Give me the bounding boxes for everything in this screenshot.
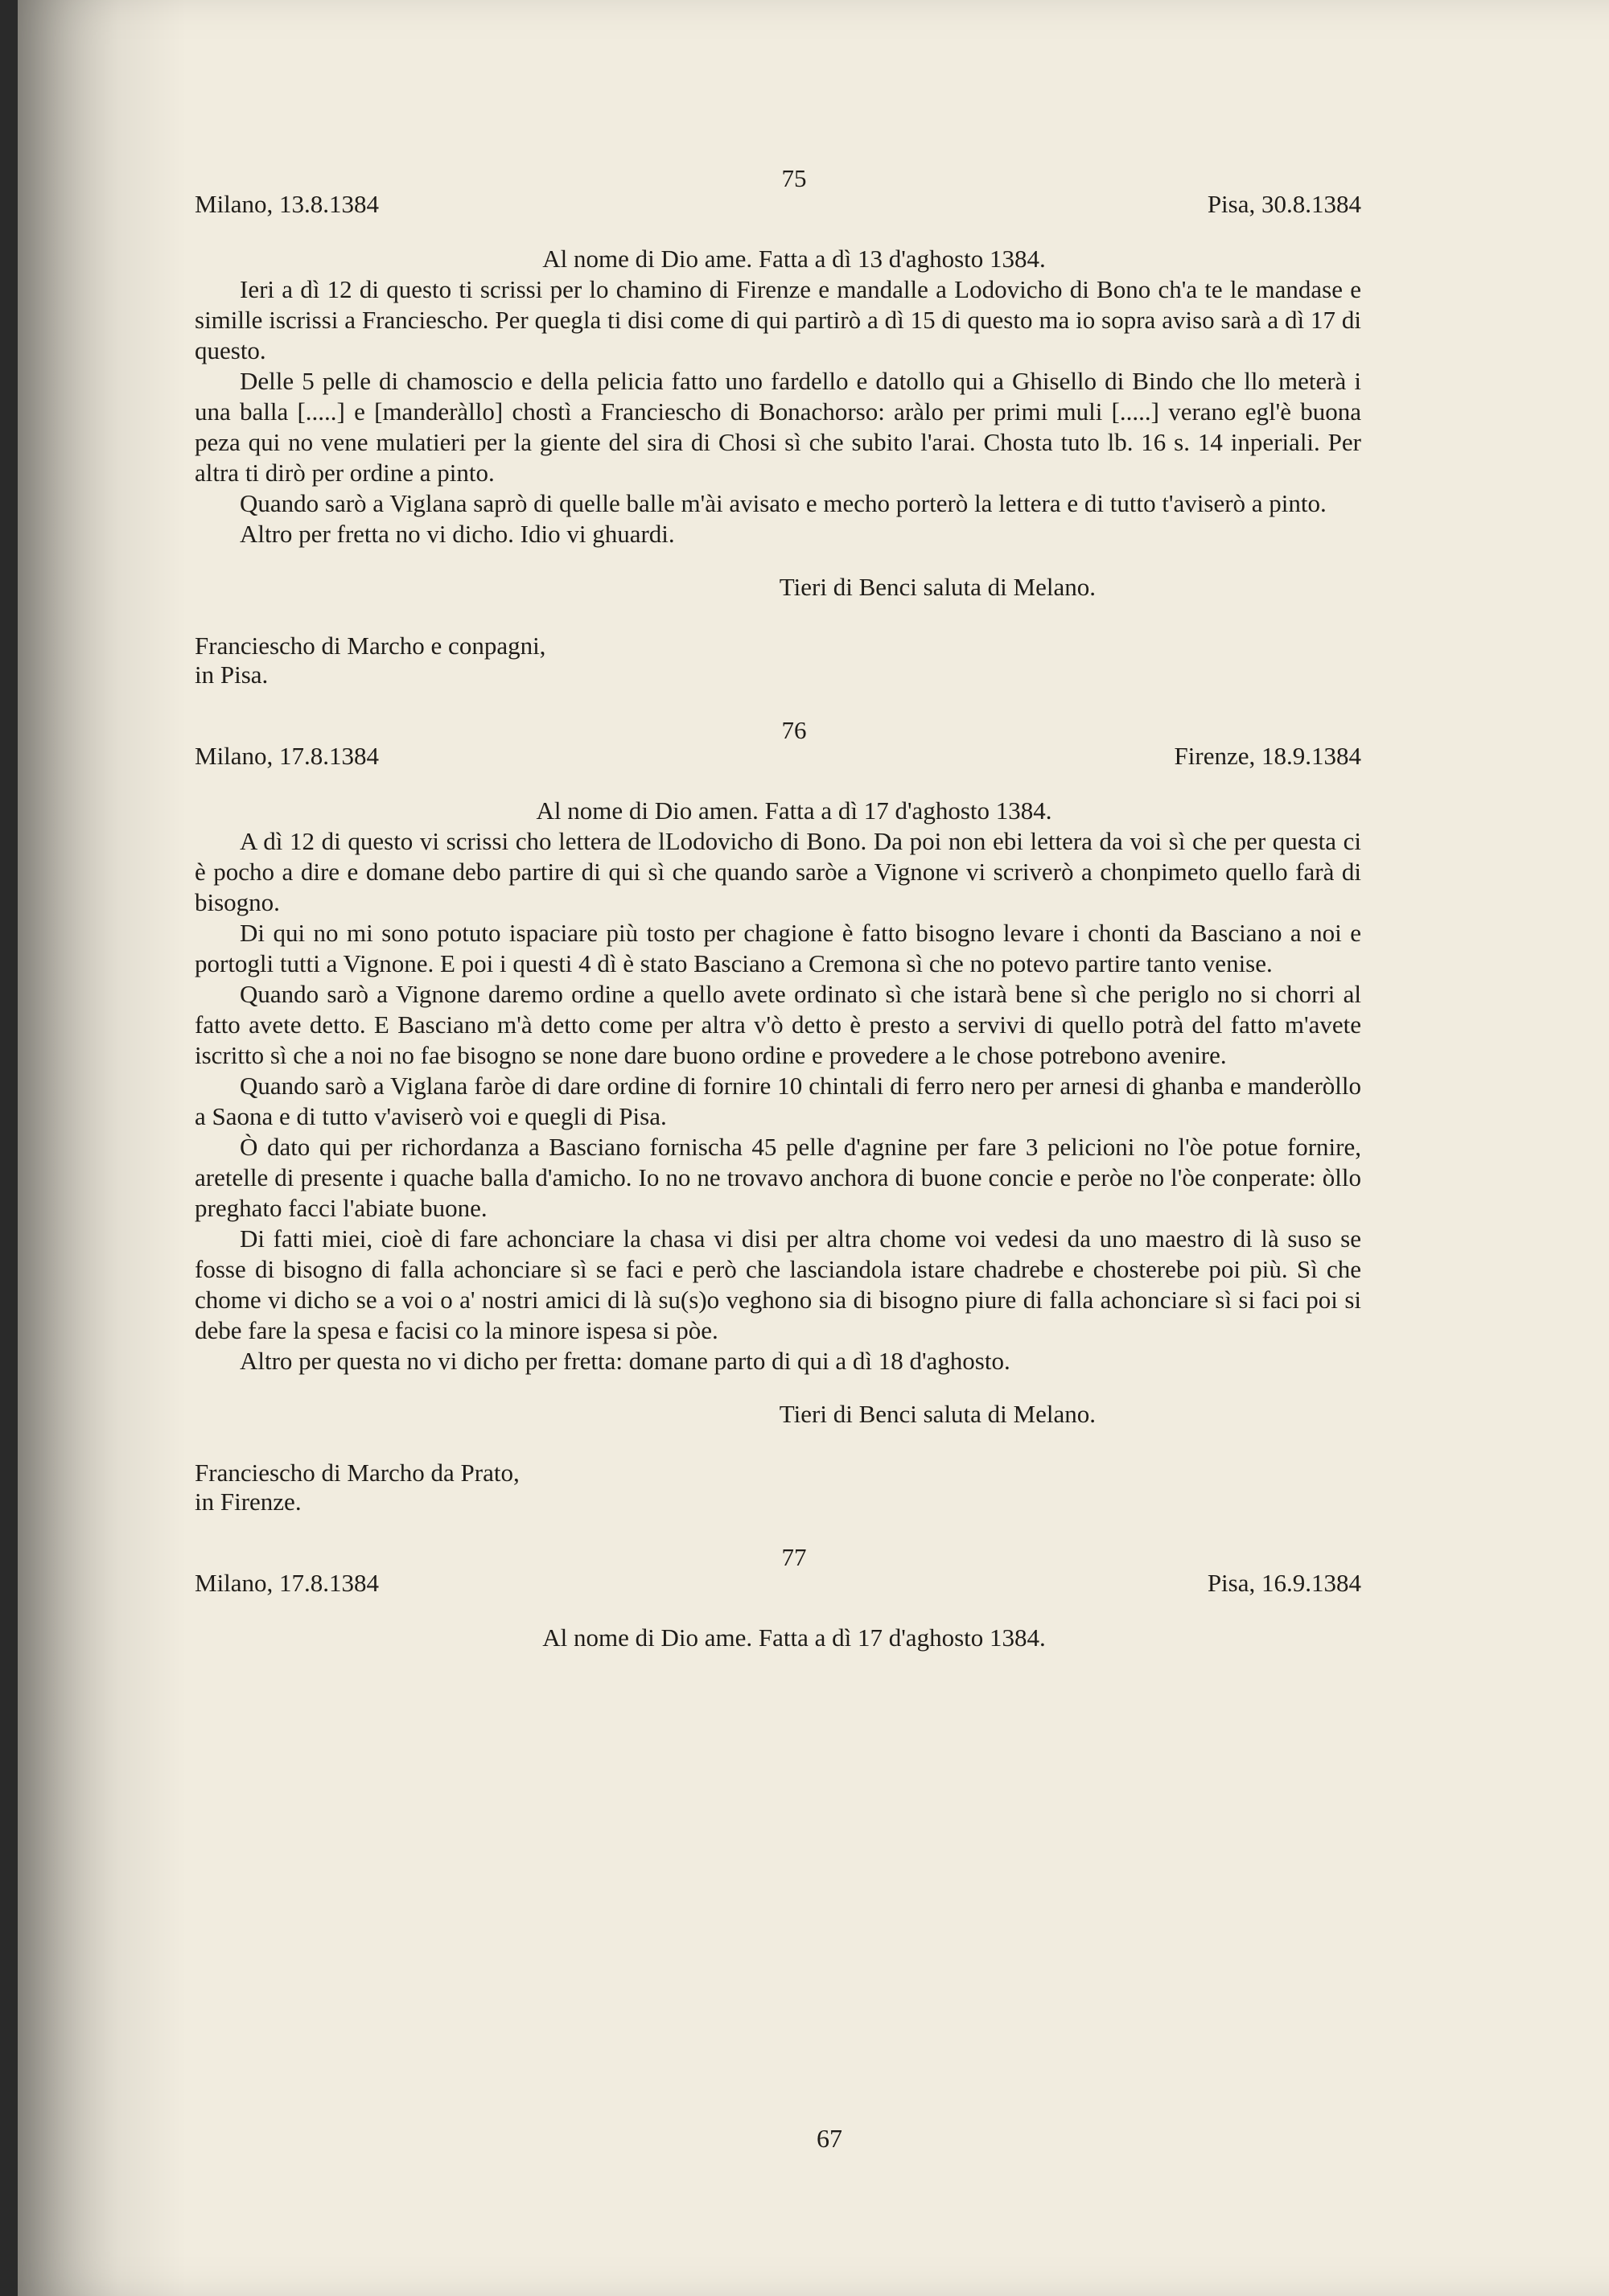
address-line: in Pisa. — [195, 660, 269, 689]
letter-dateline — [195, 1568, 1361, 1599]
letter-address — [195, 632, 1361, 689]
letter-opening: Al nome di Dio ame. Fatta a dì 13 d'aghosto 1384. — [542, 245, 1046, 273]
address-line: Franciescho di Marcho da Prato, — [195, 1459, 520, 1487]
letter-paragraph: Altro per questa no vi dicho per fretta: domane parto di qui a dì 18 d'aghosto. — [240, 1347, 1010, 1375]
letter-dateline — [195, 741, 1361, 772]
letter-paragraph: Quando sarò a Viglana saprò di quelle balle m'ài avisato e mecho porterò la lettera e di tutto t'aviserò a pinto. — [240, 489, 1327, 517]
letter-paragraph: Ieri a dì 12 di questo ti scrissi per lo chamino di Firenze e mandalle a Lodovicho di Bono ch'a te le mandase e simille iscrissi a Franciescho. Per quegla ti disi come di qui partirò a dì 15 di questo ma io sopra aviso sarà a dì 17 di questo. — [195, 275, 1361, 364]
letter-number: 75 — [781, 164, 807, 192]
address-line: in Firenze. — [195, 1487, 302, 1516]
receipt-place-date: Firenze, 18.9.1384 — [1174, 742, 1361, 770]
letter-signature: Tieri di Benci saluta di Melano. — [779, 573, 1096, 601]
page-spine-shadow — [18, 0, 187, 2296]
letter-number: 76 — [781, 716, 807, 744]
sender-place-date: Milano, 13.8.1384 — [195, 190, 380, 218]
receipt-place-date: Pisa, 16.9.1384 — [1207, 1569, 1361, 1597]
page-number: 67 — [817, 2124, 842, 2153]
letter-paragraph: Delle 5 pelle di chamoscio e della pelicia fatto uno fardello e datollo qui a Ghisello di Bindo che llo meterà i una balla [.....] e [manderàllo] chostì a Franciescho di Bonachorso: aràlo per primi muli [.....] verano egl'è buona peza qui no vene mulatieri per la giente del sira di Chosi sì che subito l'arai. Chosta tuto lb. 16 s. 14 inperiali. Per altra ti dirò per ordine a pinto. — [195, 367, 1361, 487]
letter-paragraph: Quando sarò a Vignone daremo ordine a quello avete ordinato sì che istarà bene sì che periglo no si chorri al fatto avete detto. E Basciano m'à detto come per altra v'ò detto è presto a servivi di quello potrà del fatto m'avete iscritto sì che a noi no fae bisogno se none dare buono ordine e provedere a le chose potrebono avenire. — [195, 980, 1361, 1069]
sender-place-date: Milano, 17.8.1384 — [195, 742, 380, 770]
page-content — [195, 165, 1361, 1681]
letter-77 — [195, 1544, 1361, 1653]
letter-address — [195, 1459, 1361, 1516]
book-page — [18, 0, 1609, 2296]
letter-75 — [195, 165, 1361, 689]
letter-dateline — [195, 189, 1361, 220]
address-line: Franciescho di Marcho e conpagni, — [195, 632, 546, 660]
letter-paragraph: Ò dato qui per richordanza a Basciano fornischa 45 pelle d'agnine per fare 3 pelicioni no l'òe potue fornire, aretelle di presente i quache balla d'amicho. Io no ne trovavo anchora di buone concie e peròe no l'òe conperate: òllo preghato facci l'abiate buone. — [195, 1133, 1361, 1222]
letter-76 — [195, 717, 1361, 1516]
receipt-place-date: Pisa, 30.8.1384 — [1207, 190, 1361, 218]
letter-paragraph: A dì 12 di questo vi scrissi cho lettera de lLodovicho di Bono. Da poi non ebi lettera da voi sì che per questa ci è pocho a dire e domane debo partire di qui sì che quando saròe a Vignone vi scriverò a chonpimeto quello farà di bisogno. — [195, 827, 1361, 916]
letter-paragraph: Di fatti miei, cioè di fare achonciare la chasa vi disi per altra chome voi vedesi da uno maestro di là suso se fosse di bisogno di falla achonciare sì se faci e però che lasciandola istare chadrebe e chosterebe poi più. Sì che chome vi dicho se a voi o a' nostri amici di là su(s)o veghono sia di bisogno piure di falla achonciare sì si faci poi si debe fare la spesa e facisi co la minore ispesa si pòe. — [195, 1224, 1361, 1344]
letter-opening: Al nome di Dio amen. Fatta a dì 17 d'aghosto 1384. — [536, 796, 1052, 825]
letter-paragraph: Altro per fretta no vi dicho. Idio vi ghuardi. — [240, 520, 675, 548]
letter-opening: Al nome di Dio ame. Fatta a dì 17 d'aghosto 1384. — [542, 1623, 1046, 1652]
letter-signature: Tieri di Benci saluta di Melano. — [779, 1400, 1096, 1428]
letter-number: 77 — [781, 1543, 807, 1571]
letter-paragraph: Di qui no mi sono potuto ispaciare più tosto per chagione è fatto bisogno levare i chonti da Basciano a noi e portogli tutti a Vignone. E poi i questi 4 dì è stato Basciano a Cremona sì che no potevo partire tanto venise. — [195, 919, 1361, 977]
letter-paragraph: Quando sarò a Viglana faròe di dare ordine di fornire 10 chintali di ferro nero per arnesi di ghanba e manderòllo a Saona e di tutto v'aviserò voi e quegli di Pisa. — [195, 1072, 1361, 1130]
sender-place-date: Milano, 17.8.1384 — [195, 1569, 380, 1597]
